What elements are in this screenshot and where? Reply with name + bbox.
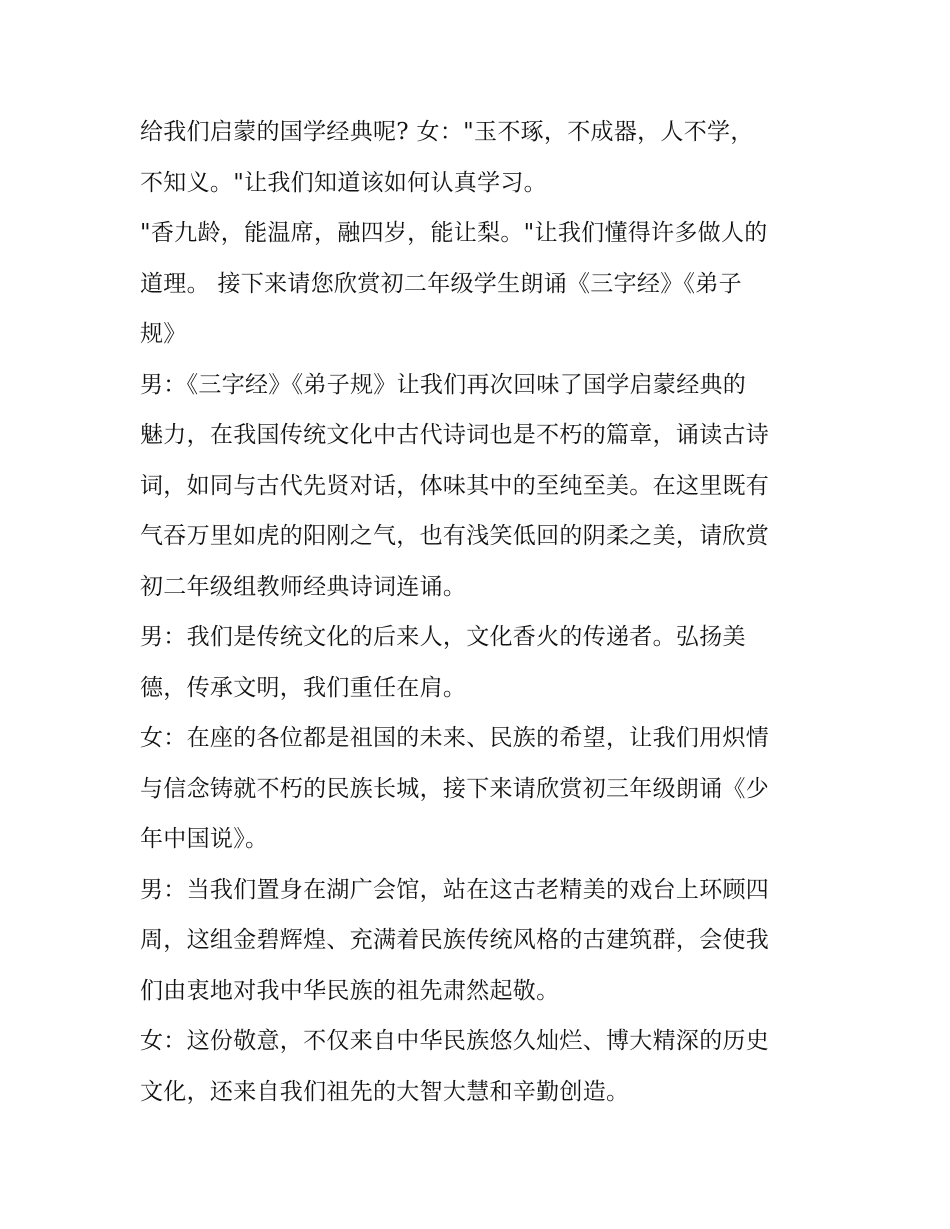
text-line: 给我们启蒙的国学经典呢? 女："玉不琢，不成器，人不学， (140, 119, 754, 145)
document-body (140, 107, 830, 1117)
text-line: 规》 (140, 321, 187, 347)
text-line: 德，传承文明，我们重任在肩。 (140, 674, 467, 701)
text-line: 周，这组金碧辉煌、充满着民族传统风格的古建筑群，会使我 (140, 927, 770, 953)
text-line: 不知义。"让我们知道该如何认真学习。 (140, 169, 547, 196)
text-line: 女：这份敬意，不仅来自中华民族悠久灿烂、博大精深的历史 (140, 1028, 770, 1054)
text-line: 与信念铸就不朽的民族长城，接下来请欣赏初三年级朗诵《少 (140, 775, 770, 802)
text-line: 气吞万里如虎的阳刚之气，也有浅笑低回的阴柔之美，请欣赏 (140, 523, 770, 549)
text-line: 男：当我们置身在湖广会馆，站在这古老精美的戏台上环顾四 (140, 876, 770, 903)
text-line: 年中国说》。 (140, 826, 269, 852)
text-line: 男：《三字经》《弟子规》让我们再次回味了国学启蒙经典的 (140, 371, 747, 398)
text-line: 文化，还来自我们祖先的大智大慧和辛勤创造。 (140, 1078, 630, 1105)
text-line: 词，如同与古代先贤对话，体味其中的至纯至美。在这里既有 (140, 472, 770, 499)
text-line: 女：在座的各位都是祖国的未来、民族的希望，让我们用炽情 (140, 725, 770, 751)
text-line: 们由衷地对我中华民族的祖先肃然起敬。 (140, 977, 560, 1004)
text-line: "香九龄，能温席，融四岁，能让梨。"让我们懂得许多做人的 (140, 220, 768, 246)
text-line: 道理。 接下来请您欣赏初二年级学生朗诵《三字经》《弟子 (140, 270, 742, 297)
text-line: 初二年级组教师经典诗词连诵。 (140, 573, 467, 600)
text-line: 魅力，在我国传统文化中古代诗词也是不朽的篇章，诵读古诗 (140, 422, 770, 448)
text-line: 男：我们是传统文化的后来人，文化香火的传递者。弘扬美 (140, 624, 746, 650)
